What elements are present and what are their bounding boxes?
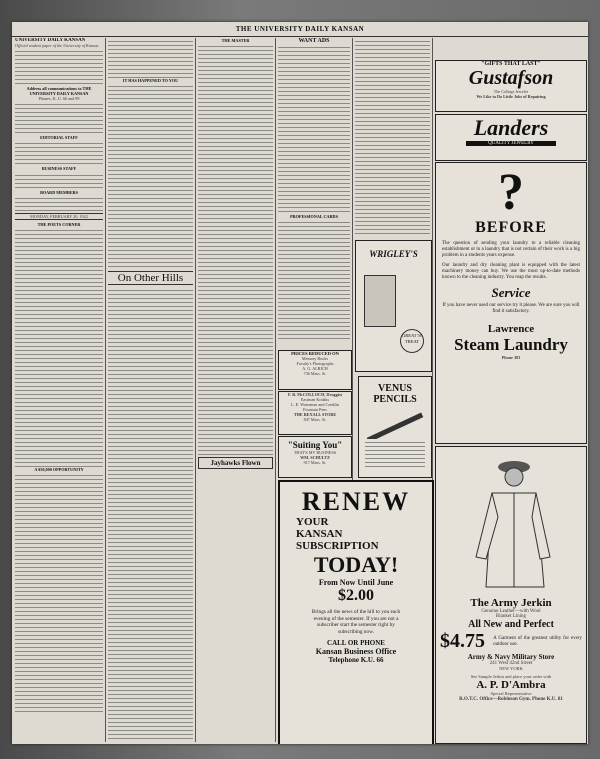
opportunity-heading: A $50,000 OPPORTUNITY xyxy=(34,466,84,472)
other-hills-heading: On Other Hills xyxy=(108,271,193,285)
newspaper-page xyxy=(12,22,588,744)
before-paragraph-2: Our laundry and dry cleaning plant is equipped with the latest machinery money can buy. We use the most up-to-date methods known to the cleaning industry. You reap the results. xyxy=(442,263,580,280)
laundry-phone: Phone 383 xyxy=(501,355,521,360)
prices-line: Faculty's Photographs xyxy=(296,361,334,367)
classified-listings xyxy=(278,44,350,214)
column-rule xyxy=(195,38,196,742)
happened-heading: IT HAS HAPPENED TO YOU xyxy=(122,78,179,83)
prices-line: A. G. ALRICH xyxy=(302,366,328,372)
jerkin-title: The Army Jerkin xyxy=(470,597,552,609)
landers-sub: QUALITY JEWELRY xyxy=(466,141,556,146)
prices-line: Memory Books xyxy=(301,356,329,362)
laundry-ad xyxy=(435,162,587,444)
master-heading: THE MASTER xyxy=(221,38,250,43)
jerkin-rotc: R.O.T.C. Office—Robinson Gym. Phone K.U. 81 xyxy=(459,696,563,702)
pencil-image xyxy=(367,413,423,443)
body-text-block xyxy=(15,48,103,86)
renew-body: Brings all the news of the hill to you each evening of the semester. If you are not a subscriber start the semester right by subscribing now. xyxy=(311,609,401,635)
board-heading: BOARD MEMBERS xyxy=(40,189,78,195)
column-editorial xyxy=(15,38,103,742)
gum-package-image xyxy=(364,275,396,327)
lawrence-label: Lawrence xyxy=(487,323,535,335)
column-articles xyxy=(108,38,193,742)
body-text-block xyxy=(15,472,103,712)
column-rule xyxy=(275,38,276,742)
mcc-line: Fountain Pens xyxy=(303,407,327,413)
jerkin-store: Army & Navy Military Store xyxy=(467,653,555,662)
jerkin-description: A Garment of the greatest utility for every outdoor use. xyxy=(493,635,582,647)
gifts-tagline: "GIFTS THAT LAST" xyxy=(481,61,541,67)
suiting-sub: THAT'S MY BUSINESS xyxy=(293,450,337,455)
column-rule xyxy=(105,38,106,742)
masthead-bar xyxy=(12,22,588,37)
staff-list xyxy=(15,140,103,166)
service-heading: Service xyxy=(491,285,531,300)
masthead-title: THE UNIVERSITY DAILY KANSAN xyxy=(235,25,365,33)
renew-from: From Now Until June xyxy=(318,578,394,587)
question-mark: ? xyxy=(498,164,524,221)
prices-heading: PRICES REDUCED ON xyxy=(291,351,339,356)
jerkin-city: NEW YORK xyxy=(499,666,523,672)
jerkin-line-1: Genuine Leather—with Wool xyxy=(481,609,541,614)
want-ads-heading: WANT ADS xyxy=(298,38,330,44)
landers-name: Landers xyxy=(473,115,549,140)
venus-title: VENUS PENCILS xyxy=(373,383,417,405)
gustafson-name: Gustafson xyxy=(468,67,554,89)
body-text-block xyxy=(108,38,193,78)
landers-ad xyxy=(435,114,587,161)
renew-call: CALL OR PHONE xyxy=(327,639,385,647)
column-master xyxy=(198,38,273,742)
suiting-address: 917 Mass. St. xyxy=(303,460,327,466)
army-jerkin-ad xyxy=(435,446,587,744)
column-small-ads xyxy=(355,38,430,238)
ad-text-block xyxy=(355,38,430,234)
jerkin-address: 241 West 42nd Street xyxy=(489,661,533,667)
renew-subscription-ad xyxy=(278,480,434,744)
jerkin-price: $4.75 xyxy=(440,630,485,653)
staff-list xyxy=(15,195,103,213)
nameplate: UNIVERSITY DAILY KANSAN xyxy=(15,38,86,43)
poets-corner-heading: THE POETS CORNER xyxy=(37,221,81,227)
soldier-illustration xyxy=(436,447,586,597)
jerkin-note: See Sample Jerkin and place your order with xyxy=(470,674,552,680)
renew-telephone: Telephone K.U. 66 xyxy=(328,656,384,664)
jerkin-agent: A. P. D'Ambra xyxy=(476,679,546,692)
renew-today: TODAY! xyxy=(313,552,399,577)
renew-heading: RENEW xyxy=(301,487,411,516)
professional-cards-heading: PROFESSIONAL CARDS xyxy=(290,214,338,219)
mcc-line: 847 Mass. St. xyxy=(303,417,327,423)
renew-subscription: SUBSCRIPTION xyxy=(296,540,379,552)
address-heading: Address all communications to THE UNIVERSITY DAILY KANSAN xyxy=(26,86,92,97)
business-staff-heading: BUSINESS STAFF xyxy=(41,166,77,172)
jerkin-all-new: All New and Perfect xyxy=(468,619,554,631)
mcc-line: F. B. McCOLLOCH, Druggist xyxy=(287,392,343,397)
body-text-block xyxy=(15,227,103,467)
schultz-ad xyxy=(278,436,352,478)
ad-text-block xyxy=(365,439,425,469)
prices-ad xyxy=(278,350,352,390)
venus-pencils-ad xyxy=(358,376,432,478)
body-text-block xyxy=(15,101,103,135)
mcc-line: THE REXALL STORE xyxy=(293,412,337,418)
before-paragraph-1: The question of sending your laundry to a reliable cleaning establishment or to a laundry that is not certain of their work is a big problem in a students years expense. xyxy=(442,241,580,258)
gustafson-ad xyxy=(435,60,587,112)
editorial-staff-heading: EDITORIAL STAFF xyxy=(40,135,78,141)
jerkin-rep: Special Representative xyxy=(490,691,532,697)
renew-price: $2.00 xyxy=(338,587,374,604)
phone-line: Phones, K. U. 66 and 99 xyxy=(38,96,80,102)
before-heading: BEFORE xyxy=(475,219,547,236)
body-text-block xyxy=(108,287,193,742)
dateline: MONDAY, FEBRUARY 20, 1922 xyxy=(15,213,103,220)
steam-laundry-label: Steam Laundry xyxy=(454,335,568,354)
jayhawks-heading: Jayhawks Flown xyxy=(198,457,273,469)
suiting-name: WM. SCHULTZ xyxy=(300,455,330,461)
great-treat-seal: GREAT 5¢ TREAT xyxy=(400,329,424,353)
body-text-block xyxy=(108,83,193,269)
mcc-line: Eastman Kodaks xyxy=(300,397,330,403)
wrigleys-title: WRIGLEY'S xyxy=(369,249,418,259)
wrigleys-ad xyxy=(355,240,432,372)
gustafson-sub: The College Jeweler xyxy=(493,89,529,94)
nameplate-sub: Official student paper of the University of Kansas xyxy=(15,43,99,48)
mccolloch-ad xyxy=(278,391,352,435)
suiting-heading: "Suiting You" xyxy=(287,440,343,450)
renew-your: YOUR xyxy=(296,516,329,528)
professional-listings xyxy=(278,219,350,339)
body-text-block xyxy=(198,43,273,455)
service-paragraph: If you have never used our service try it please. We are sure you will find it satisfactory. xyxy=(442,303,580,314)
gustafson-line: We Like to Do Little Jobs of Repairing xyxy=(476,94,546,100)
renew-kansan: KANSAN xyxy=(296,528,343,540)
jerkin-line-2: Blanket Lining xyxy=(495,614,527,620)
column-want-ads xyxy=(278,38,350,368)
renew-office: Kansan Business Office xyxy=(315,647,397,656)
prices-line: 736 Mass. St. xyxy=(303,371,327,377)
staff-list xyxy=(15,172,103,190)
mcc-line: L. E. Waterman and Conklin xyxy=(291,402,339,408)
